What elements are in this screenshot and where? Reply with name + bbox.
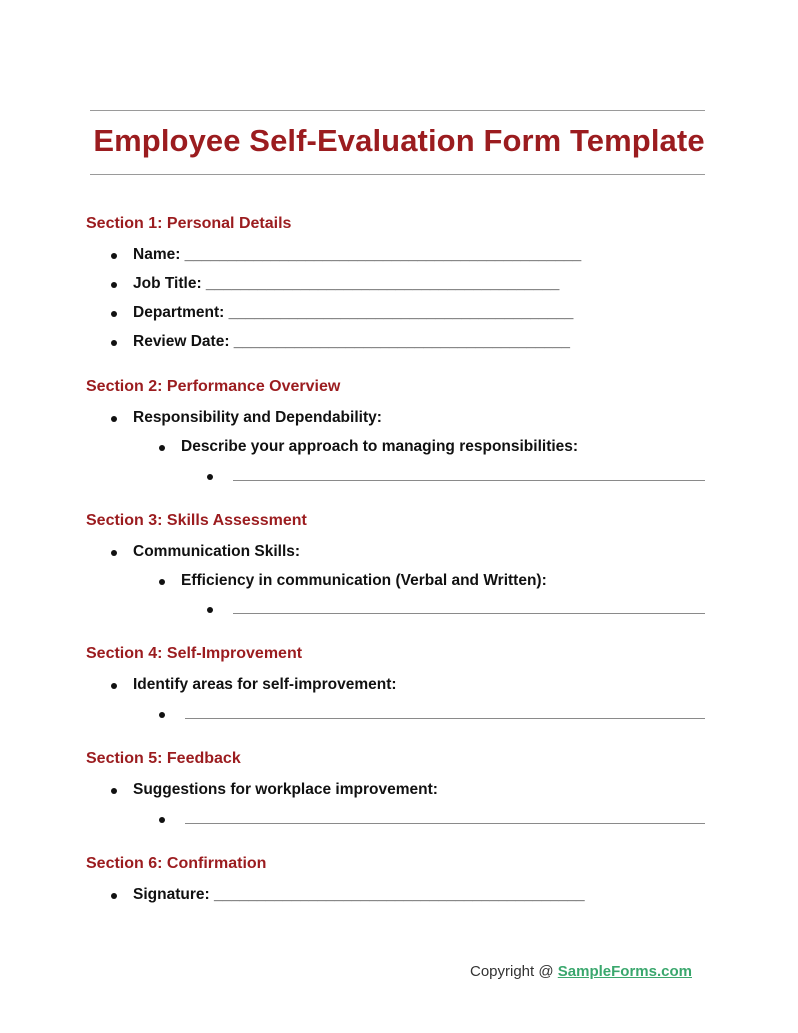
department-field[interactable]: Department: ________________________________________ bbox=[133, 304, 574, 321]
bullet-icon bbox=[159, 817, 165, 823]
responsibility-answer-line[interactable] bbox=[233, 480, 705, 481]
brand-link[interactable]: SampleForms.com bbox=[557, 963, 692, 980]
responsibility-item: Responsibility and Dependability: bbox=[133, 409, 382, 426]
title-divider bbox=[90, 174, 705, 175]
communication-answer-line[interactable] bbox=[233, 613, 705, 614]
self-improvement-answer-line[interactable] bbox=[185, 718, 705, 719]
bullet-icon bbox=[159, 712, 165, 718]
bullet-icon bbox=[159, 445, 165, 451]
section-4-heading: Section 4: Self-Improvement bbox=[86, 645, 303, 662]
bullet-icon bbox=[111, 416, 117, 422]
feedback-item: Suggestions for workplace improvement: bbox=[133, 781, 438, 798]
bullet-icon bbox=[207, 474, 213, 480]
bullet-icon bbox=[159, 579, 165, 585]
signature-field[interactable]: Signature: ___________________________________________ bbox=[133, 886, 585, 903]
section-2-heading: Section 2: Performance Overview bbox=[86, 378, 341, 395]
communication-item: Communication Skills: bbox=[133, 543, 301, 560]
section-1-heading: Section 1: Personal Details bbox=[86, 215, 292, 232]
responsibility-subitem: Describe your approach to managing responsibilities: bbox=[181, 438, 579, 455]
copyright-footer bbox=[470, 963, 692, 980]
bullet-icon bbox=[111, 550, 117, 556]
copyright-text: Copyright @ bbox=[470, 963, 558, 980]
section-5-heading: Section 5: Feedback bbox=[86, 750, 241, 767]
review-date-field[interactable]: Review Date: _______________________________________ bbox=[133, 333, 570, 350]
top-divider bbox=[90, 110, 705, 111]
page-title: Employee Self-Evaluation Form Template bbox=[93, 123, 705, 158]
feedback-answer-line[interactable] bbox=[185, 823, 705, 824]
job-title-field[interactable]: Job Title: _________________________________________ bbox=[133, 275, 560, 292]
bullet-icon bbox=[111, 253, 117, 259]
name-field[interactable]: Name: ______________________________________________ bbox=[133, 246, 582, 263]
bullet-icon bbox=[111, 788, 117, 794]
bullet-icon bbox=[207, 607, 213, 613]
communication-subitem: Efficiency in communication (Verbal and Written): bbox=[181, 572, 547, 589]
bullet-icon bbox=[111, 893, 117, 899]
section-3-heading: Section 3: Skills Assessment bbox=[86, 512, 307, 529]
bullet-icon bbox=[111, 683, 117, 689]
section-6-heading: Section 6: Confirmation bbox=[86, 855, 267, 872]
bullet-icon bbox=[111, 282, 117, 288]
bullet-icon bbox=[111, 311, 117, 317]
bullet-icon bbox=[111, 340, 117, 346]
self-improvement-item: Identify areas for self-improvement: bbox=[133, 676, 397, 693]
